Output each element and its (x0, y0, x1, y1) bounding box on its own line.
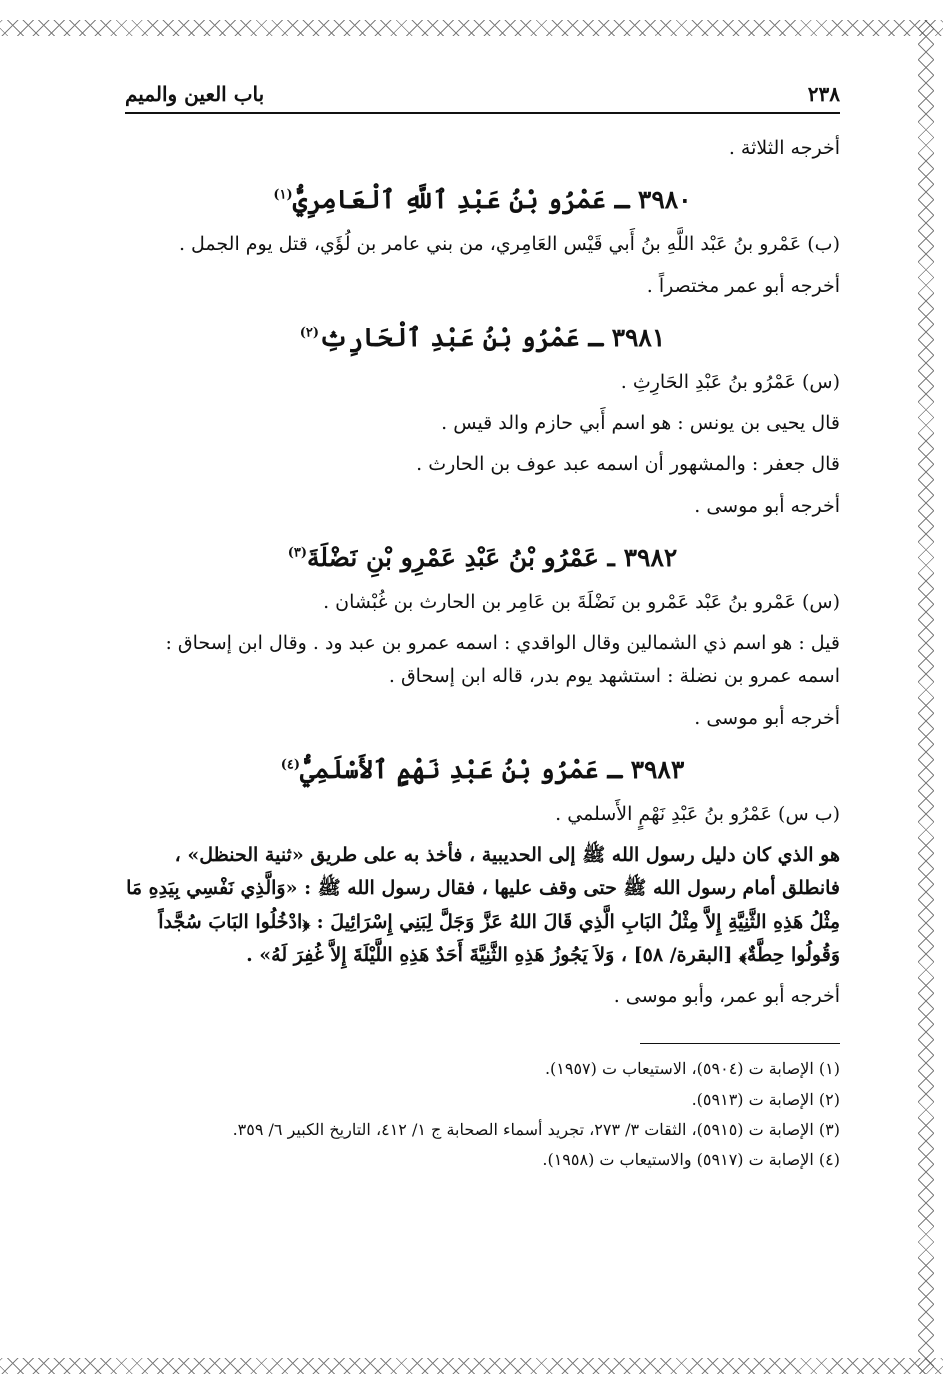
entry-title: ٣٩٨٢ ـ عَمْرُو بْنُ عَبْدِ عَمْرِو بْنِ نَضْلَةَ$^{(٣)}$ (287, 542, 678, 572)
entry-paragraph: هو الذي كان دليل رسول الله ﷺ إلى الحديبية ، فأخذ به على طريق «ثنية الحنظل» ، فانطلق أمام رسول الله ﷺ حتى وقف عليها ، فقال رسول الله ﷺ : «وَالَّذِي نَفْسِي بِيَدِهِ مَا مِثْلُ هَذِهِ الثَّنِيَّةِ إِلاَّ مِثْلُ البَابِ الَّذِي قَالَ اللهُ عَزَّ وَجَلَّ لِبَنِي إِسْرَائِيلَ : ﴿ادْخُلُوا البَابَ سُجَّداً وَقُولُوا حِطَّةٌ﴾ [البقرة/ ٥٨] ، وَلاَ يَجُوزُ هَذِهِ الثَّنِيَّةَ أَحَدٌ هَذِهِ اللَّيْلَةَ إِلاَّ غُفِرَ لَهُ» . (126, 844, 840, 966)
page-content (125, 82, 840, 1176)
entry-paragraph: أخرجه أبو موسى . (694, 494, 840, 517)
footnote: (٢) الإصابة ت (٥٩١٣). (691, 1089, 840, 1109)
entry-paragraph: (ب س) عَمْرُو بنُ عَبْدِ نَهْمٍ الأَسلمي . (555, 802, 840, 825)
entry-paragraph: (ب) عَمْرو بنُ عَبْد اللَّهِ بنُ أَبي قَيْس العَامِري، من بني عامر بن لُؤَي، قتل يوم الجمل . (178, 233, 840, 256)
footnote: (١) الإصابة ت (٥٩٠٤)، الاستيعاب ت (١٩٥٧). (544, 1059, 840, 1079)
decorative-border-right (918, 20, 934, 1374)
footnote-ref: (٤) (280, 757, 301, 773)
running-header (125, 82, 840, 114)
entry-paragraph: (س) عَمْرو بنُ عَبْد عَمْرو بن نَضْلَةَ بن عَامِر بن الحارث بن غُبْشان . (323, 590, 840, 613)
footnote-separator (640, 1043, 840, 1044)
footnote-ref: (٢) (299, 325, 320, 341)
entry-3981 (125, 323, 840, 523)
entry-paragraph: أخرجه أبو موسى . (694, 706, 840, 729)
decorative-border-bottom (0, 1358, 943, 1374)
entry-paragraph: أخرجه أبو عمر، وأبو موسى . (613, 985, 840, 1007)
footnote: (٣) الإصابة ت (٥٩١٥)، الثقات ٣/ ٢٧٣، تجريد أسماء الصحابة ج ١/ ٤١٢، التاريخ الكبير ٦/ ٣٥٩. (232, 1120, 840, 1140)
entry-3983 (125, 755, 840, 1014)
footnote-ref: (٣) (287, 545, 307, 561)
entry-paragraph: قيل : هو اسم ذي الشمالين وقال الواقدي : اسمه عمرو بن عبد ود . وقال ابن إسحاق : اسمه عمرو بن نضلة : استشهد يوم بدر، قاله ابن إسحاق . (165, 632, 840, 688)
entry-3982 (125, 543, 840, 735)
footnote: (٤) الإصابة ت (٥٩١٧) والاستيعاب ت (١٩٥٨). (542, 1150, 840, 1170)
intro-line: أخرجه الثلاثة . (728, 137, 840, 159)
entry-paragraph: قال جعفر : والمشهور أن اسمه عبد عوف بن الحارث . (416, 453, 840, 476)
page-number: ٢٣٨ (807, 82, 840, 106)
entry-title: ٣٩٨٠ ـ عَمْرُو بْنُ عَبْدِ ٱللَّهِ ٱلْعَامِرِيُّ$^{(١)}$ (273, 185, 692, 215)
entry-paragraph: أخرجه أبو عمر مختصراً . (646, 274, 840, 297)
entry-paragraph: (س) عَمْرُو بنُ عَبْدِ الحَارِثِ . (620, 370, 840, 393)
footnote-ref: (١) (273, 187, 293, 203)
entry-3980 (125, 185, 840, 303)
footnotes (125, 1054, 840, 1176)
entry-paragraph: قال يحيى بن يونس : هو اسم أَبي حازم والد قيس . (441, 412, 840, 434)
entry-title: ٣٩٨٣ ـ عَمْرُو بْنُ عَبْدِ نَهْمٍ ٱلأَسْلَمِيُّ$^{(٤)}$ (280, 754, 685, 784)
section-title: باب العين والميم (125, 82, 265, 106)
decorative-border-top (0, 20, 943, 36)
entry-title: ٣٩٨١ ـ عَمْرُو بْنُ عَبْدِ ٱلْحَارِثِ$^{(٢)}$ (299, 322, 666, 352)
